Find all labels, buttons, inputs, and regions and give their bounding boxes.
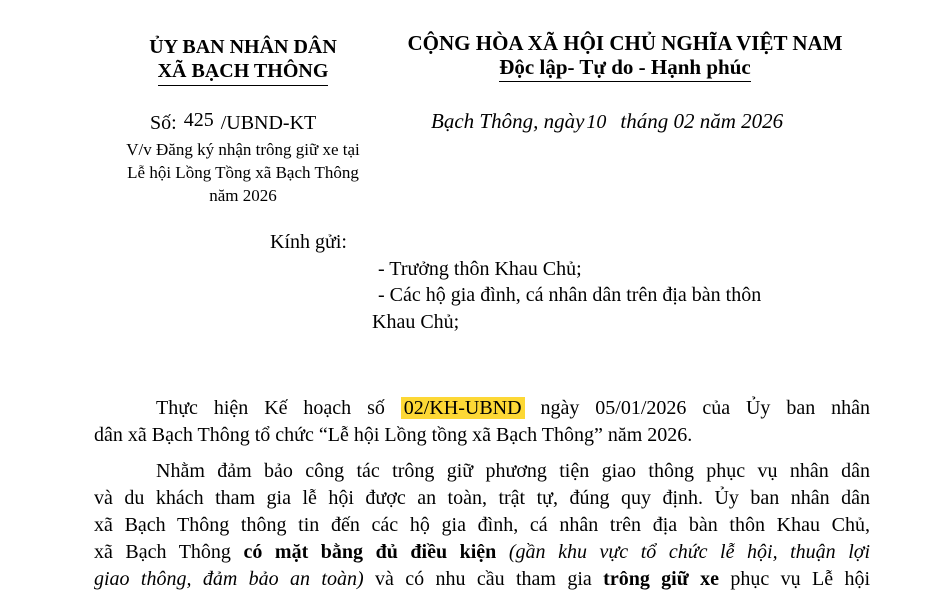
place-date-day: 10 <box>586 111 607 133</box>
paragraph2-line5-mid: và có nhu cầu tham gia <box>375 568 592 590</box>
paragraph2-note-end: giao thông, đảm bảo an toàn) <box>94 568 364 590</box>
national-motto-line <box>386 55 864 82</box>
paragraph2-line5-tail: phục vụ Lễ hội <box>730 568 871 590</box>
place-date-rest: tháng 02 năm 2026 <box>620 109 784 133</box>
paragraph2-line4-lead: xã Bạch Thông <box>94 541 231 563</box>
paragraph2-line1: Nhằm đảm bảo công tác trông giữ phương tiện giao thông phục vụ nhân dân <box>156 460 870 482</box>
paragraph1-tail: ngày 05/01/2026 của Ủy ban nhân <box>540 397 871 419</box>
national-title: CỘNG HÒA XÃ HỘI CHỦ NGHĨA VIỆT NAM <box>407 31 843 55</box>
doc-number-value: 425 <box>183 109 214 131</box>
paragraph1-line2: dân xã Bạch Thông tổ chức “Lễ hội Lồng tồng xã Bạch Thông” năm 2026. <box>94 424 693 446</box>
paragraph2-line2: và du khách tham gia lễ hội được an toàn, trật tự, đúng quy định. Ủy ban nhân dân <box>94 487 870 509</box>
paragraph2-line4 <box>94 539 870 566</box>
subject-line3: năm 2026 <box>209 186 277 205</box>
subject-line2: Lễ hội Lồng Tồng xã Bạch Thông <box>127 163 359 182</box>
doc-number-prefix: Số: <box>150 112 177 134</box>
subject-line1: V/v Đăng ký nhận trông giữ xe tại <box>126 140 360 159</box>
national-motto: Độc lập- Tự do - Hạnh phúc <box>499 55 750 82</box>
doc-number-suffix: /UBND-KT <box>220 112 317 134</box>
document-subject <box>80 138 406 207</box>
paragraph2-line5 <box>94 566 870 593</box>
recipients-label: Kính gửi: <box>270 231 347 253</box>
recipient-item-2: - Các hộ gia đình, cá nhân dân trên địa bàn thôn <box>378 284 762 306</box>
recipient-item-1: - Trưởng thôn Khau Chủ; <box>378 258 582 280</box>
paragraph2-line3: xã Bạch Thông thông tin đến các hộ gia đình, cá nhân trên địa bàn thôn Khau Chủ, <box>94 514 870 536</box>
paragraph2-parking-bold: trông giữ xe <box>603 568 719 590</box>
document-number <box>150 110 316 136</box>
place-date-prefix: Bạch Thông, ngày <box>431 109 585 133</box>
place-and-date <box>431 108 783 135</box>
agency-name-line1: ỦY BAN NHÂN DÂN <box>149 36 337 58</box>
agency-commune-name: XÃ BẠCH THÔNG <box>158 59 329 86</box>
recipient-item-2-continued: Khau Chủ; <box>372 311 460 333</box>
paragraph1-lead: Thực hiện Kế hoạch số <box>156 397 385 419</box>
agency-name-line2 <box>80 59 406 86</box>
paragraph2-condition-note: (gần khu vực tổ chức lễ hội, thuận lợi <box>508 541 871 563</box>
paragraph1-line1 <box>156 395 870 422</box>
paragraph2-condition-bold: có mặt bằng đủ điều kiện <box>243 541 497 563</box>
plan-number-highlight: 02/KH-UBND <box>401 397 525 419</box>
